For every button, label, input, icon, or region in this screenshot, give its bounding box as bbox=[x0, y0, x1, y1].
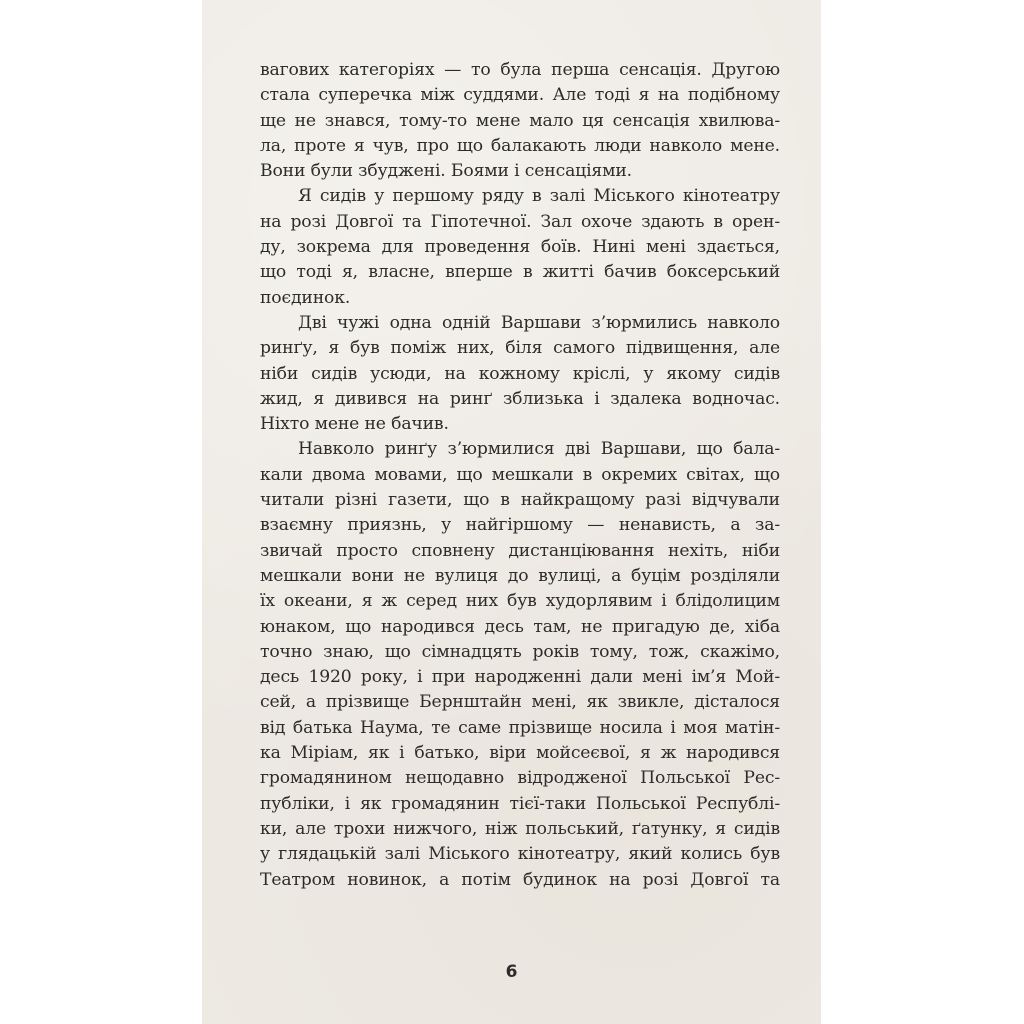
paragraph-2 bbox=[260, 184, 780, 310]
text-line: на розі Довгої та Гіпотечної. Зал охоче здають в орен- bbox=[260, 211, 780, 232]
text-line: жид, я дивився на ринґ зблизька і здалека водночас. bbox=[260, 388, 780, 409]
text-line: взаємну приязнь, у найгіршому — ненависть, а за- bbox=[260, 515, 780, 536]
text-line: читали різні газети, що в найкращому разі відчували bbox=[260, 490, 780, 511]
text-line: мешкали вони не вулиця до вулиці, а буцім розділяли bbox=[260, 565, 780, 586]
text-line: ка Міріам, як і батько, віри мойсеєвої, я ж народився bbox=[260, 743, 780, 764]
text-line: ще не знався, тому-то мене мало ця сенсація хвилюва- bbox=[260, 110, 780, 131]
text-line: юнаком, що народився десь там, не пригадую де, хіба bbox=[260, 616, 780, 637]
text-line: Я сидів у першому ряду в залі Міського кінотеатру bbox=[298, 186, 780, 207]
text-line: Ніхто мене не бачив. bbox=[260, 414, 449, 435]
paragraph-3 bbox=[260, 311, 780, 437]
text-line: ла, проте я чув, про що балакають люди навколо мене. bbox=[260, 135, 780, 156]
paragraph-1 bbox=[260, 58, 780, 184]
paragraph-4 bbox=[260, 437, 780, 892]
text-line: Навколо ринґу з’юрмилися дві Варшави, що бала- bbox=[298, 439, 780, 460]
text-line: їх океани, я ж серед них був худорлявим і блідолицим bbox=[260, 591, 780, 612]
body-text bbox=[260, 58, 780, 893]
text-line: громадянином нещодавно відродженої Польської Рес- bbox=[260, 768, 780, 789]
text-line: ки, але трохи нижчого, ніж польський, ґатунку, я сидів bbox=[260, 818, 780, 839]
text-line: стала суперечка між суддями. Але тоді я на подібному bbox=[260, 85, 780, 106]
text-line: від батька Наума, те саме прізвище носила і моя матін- bbox=[260, 717, 780, 738]
text-line: звичай просто сповнену дистанціювання нехіть, ніби bbox=[260, 540, 780, 561]
text-line: вагових категоріях — то була перша сенсація. Другою bbox=[260, 60, 780, 80]
text-line: поєдинок. bbox=[260, 287, 351, 308]
text-line: десь 1920 року, і при народженні дали мені ім’я Мой- bbox=[260, 667, 780, 688]
text-line: точно знаю, що сімнадцять років тому, тож, скажімо, bbox=[260, 641, 780, 662]
book-page bbox=[202, 0, 821, 1024]
text-line: у глядацькій залі Міського кінотеатру, який колись був bbox=[260, 844, 780, 865]
text-line: сей, а прізвище Бернштайн мені, як звикле, дісталося bbox=[260, 692, 780, 713]
text-line: ду, зокрема для проведення боїв. Нині мені здається, bbox=[260, 237, 780, 258]
text-line: ринґу, я був поміж них, біля самого підвищення, але bbox=[260, 338, 780, 359]
page-number: 6 bbox=[505, 962, 518, 982]
text-line: Вони були збуджені. Боями і сенсаціями. bbox=[260, 161, 632, 182]
text-line: що тоді я, власне, вперше в житті бачив боксерський bbox=[260, 262, 780, 283]
text-line: Театром новинок, а потім будинок на розі Довгої та bbox=[260, 869, 780, 890]
text-line: кали двома мовами, що мешкали в окремих світах, що bbox=[260, 464, 780, 485]
text-line: Дві чужі одна одній Варшави з’юрмились навколо bbox=[298, 312, 780, 333]
text-line: ніби сидів усюди, на кожному кріслі, у якому сидів bbox=[260, 363, 780, 384]
text-line: публіки, і як громадянин тієї-таки Польської Республі- bbox=[260, 793, 780, 814]
